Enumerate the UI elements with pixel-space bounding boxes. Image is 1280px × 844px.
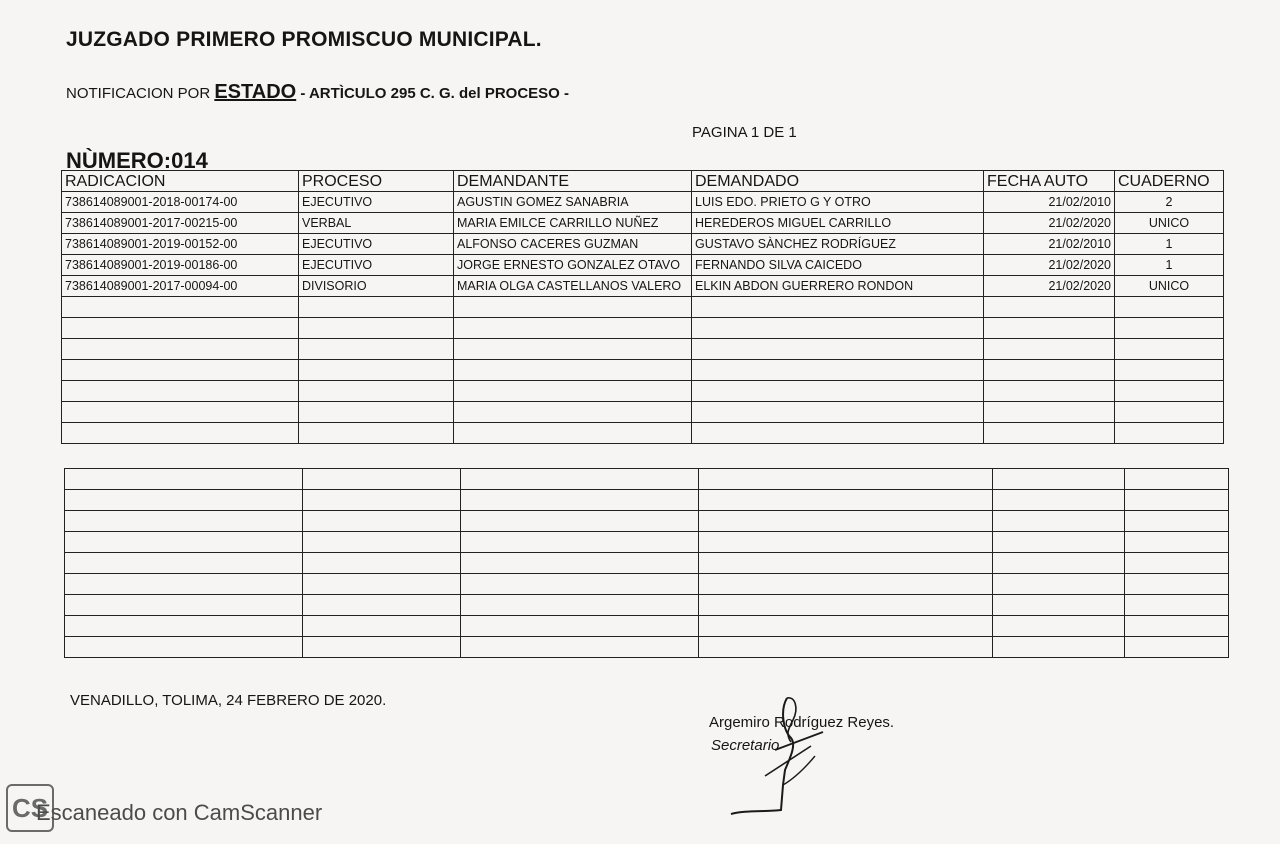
notification-prefix: NOTIFICACION POR (66, 85, 215, 102)
cell-cuaderno: 2 (1115, 192, 1224, 213)
empty-row (65, 616, 1229, 637)
cell-radicacion: 738614089001-2018-00174-00 (62, 192, 299, 213)
cell-demandado: ELKIN ABDON GUERRERO RONDON (692, 276, 984, 297)
empty-row (62, 360, 1224, 381)
secretary-name: Argemiro Rodríguez Reyes. (709, 714, 895, 731)
empty-row (65, 532, 1229, 553)
cell-cuaderno: UNICO (1115, 276, 1224, 297)
column-header: PROCESO (299, 171, 454, 192)
empty-row (62, 297, 1224, 318)
secretary-role: Secretario (711, 737, 780, 754)
cell-fecha-auto: 21/02/2010 (984, 192, 1115, 213)
empty-row (62, 423, 1224, 444)
empty-row (65, 469, 1229, 490)
cell-demandado: GUSTAVO SÀNCHEZ RODRÍGUEZ (692, 234, 984, 255)
column-header: DEMANDANTE (454, 171, 692, 192)
cell-demandado: FERNANDO SILVA CAICEDO (692, 255, 984, 276)
empty-row (62, 318, 1224, 339)
notifications-table (61, 170, 1224, 444)
cell-proceso: VERBAL (299, 213, 454, 234)
page-indicator: PAGINA 1 DE 1 (692, 124, 797, 141)
cell-radicacion: 738614089001-2019-00152-00 (62, 234, 299, 255)
cell-demandante: AGUSTIN GOMEZ SANABRIA (454, 192, 692, 213)
column-header: DEMANDADO (692, 171, 984, 192)
cell-cuaderno: UNICO (1115, 213, 1224, 234)
empty-row (65, 637, 1229, 658)
empty-row (65, 553, 1229, 574)
empty-row (65, 574, 1229, 595)
scanner-watermark: Escaneado con CamScanner (36, 800, 323, 825)
cell-demandado: LUIS EDO. PRIETO G Y OTRO (692, 192, 984, 213)
cell-proceso: EJECUTIVO (299, 234, 454, 255)
cell-radicacion: 738614089001-2017-00215-00 (62, 213, 299, 234)
cell-fecha-auto: 21/02/2020 (984, 255, 1115, 276)
cell-demandante: MARIA EMILCE CARRILLO NUÑEZ (454, 213, 692, 234)
empty-row (65, 490, 1229, 511)
empty-row (62, 339, 1224, 360)
blank-continuation-table (64, 468, 1229, 658)
handwritten-signature (725, 690, 835, 820)
cell-demandante: JORGE ERNESTO GONZALEZ OTAVO (454, 255, 692, 276)
table-row (62, 234, 1224, 255)
cell-fecha-auto: 21/02/2010 (984, 234, 1115, 255)
cell-demandante: MARIA OLGA CASTELLANOS VALERO (454, 276, 692, 297)
cell-demandante: ALFONSO CACERES GUZMAN (454, 234, 692, 255)
table-row (62, 276, 1224, 297)
table-header-row (62, 171, 1224, 192)
cell-proceso: EJECUTIVO (299, 255, 454, 276)
cell-proceso: DIVISORIO (299, 276, 454, 297)
city-date: VENADILLO, TOLIMA, 24 FEBRERO DE 2020. (70, 692, 387, 709)
cell-cuaderno: 1 (1115, 234, 1224, 255)
cell-fecha-auto: 21/02/2020 (984, 276, 1115, 297)
empty-row (62, 381, 1224, 402)
cell-cuaderno: 1 (1115, 255, 1224, 276)
court-title: JUZGADO PRIMERO PROMISCUO MUNICIPAL. (66, 28, 542, 51)
cell-proceso: EJECUTIVO (299, 192, 454, 213)
cell-radicacion: 738614089001-2019-00186-00 (62, 255, 299, 276)
table-row (62, 255, 1224, 276)
notification-estado: ESTADO (214, 81, 297, 103)
empty-row (62, 402, 1224, 423)
cell-fecha-auto: 21/02/2020 (984, 213, 1115, 234)
cell-radicacion: 738614089001-2017-00094-00 (62, 276, 299, 297)
empty-row (65, 595, 1229, 616)
cell-demandado: HEREDEROS MIGUEL CARRILLO (692, 213, 984, 234)
column-header: FECHA AUTO (984, 171, 1115, 192)
column-header: CUADERNO (1115, 171, 1224, 192)
empty-row (65, 511, 1229, 532)
column-header: RADICACION (62, 171, 299, 192)
document-number: NÙMERO:014 (66, 148, 208, 173)
table-row (62, 192, 1224, 213)
camscanner-logo-icon: CS (6, 784, 54, 832)
table-row (62, 213, 1224, 234)
notification-line (66, 81, 569, 104)
notification-suffix: - ARTÌCULO 295 C. G. del PROCESO - (296, 85, 570, 102)
